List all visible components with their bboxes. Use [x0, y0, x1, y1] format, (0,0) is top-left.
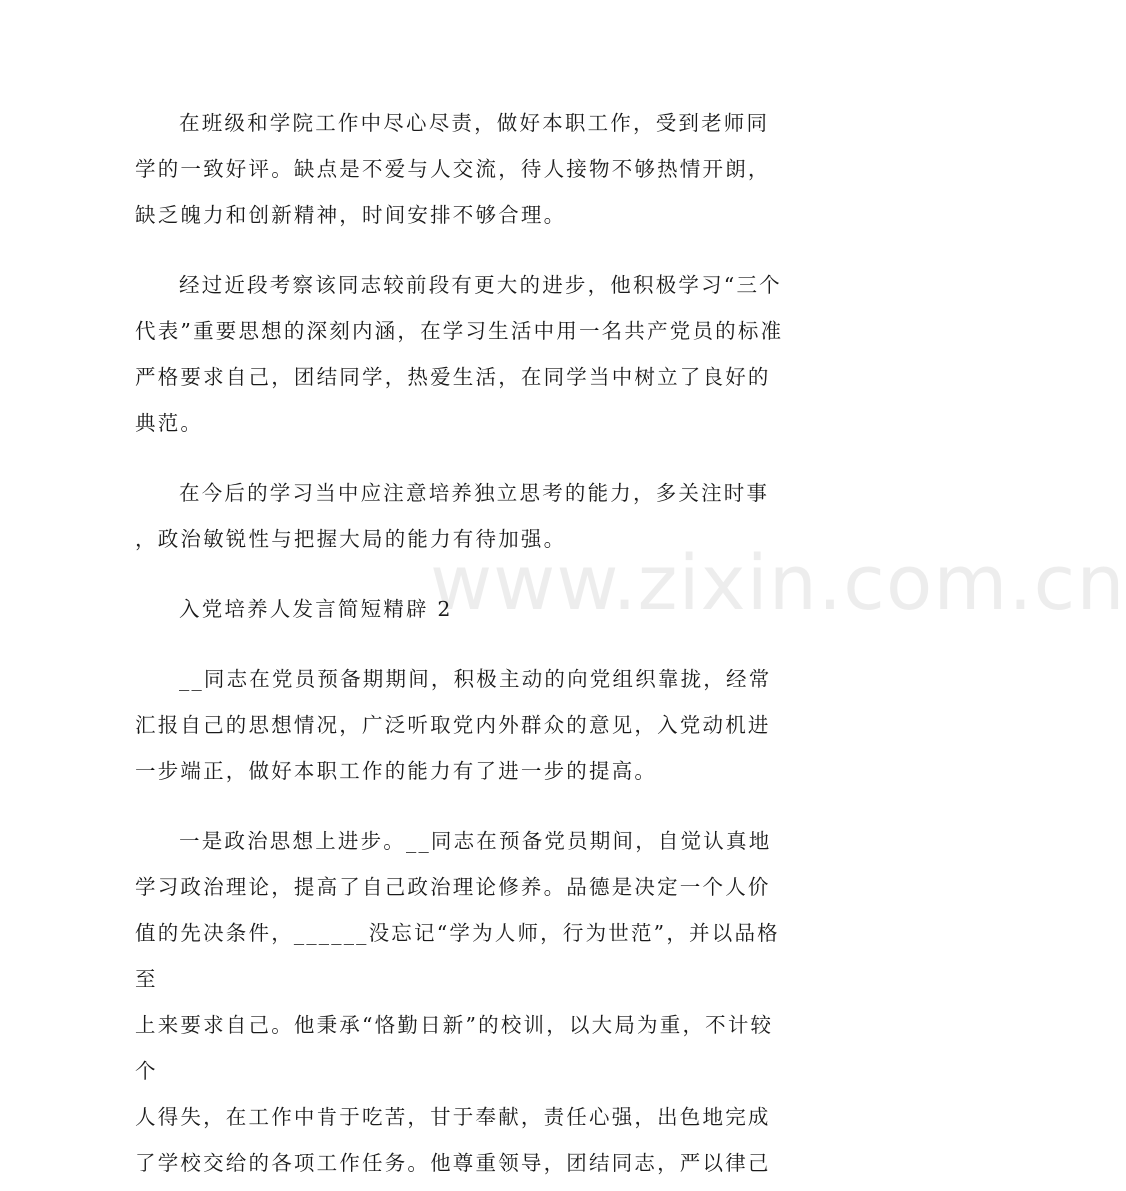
paragraph-line: 典范。 [135, 411, 204, 435]
paragraph-line: 一步端正，做好本职工作的能力有了进一步的提高。 [135, 759, 658, 783]
paragraph-line: 缺乏魄力和创新精神，时间安排不够合理。 [135, 203, 567, 227]
paragraph-1 [135, 100, 785, 238]
paragraph-3 [135, 470, 785, 562]
section-heading [135, 586, 785, 632]
paragraph-line: 人得失，在工作中肯于吃苦，甘于奉献，责任心强，出色地完成 [135, 1105, 771, 1129]
paragraph-line: 严格要求自己，团结同学，热爱生活，在同学当中树立了良好的 [135, 365, 771, 389]
paragraph-4 [135, 656, 785, 794]
paragraph-line: 学的一致好评。缺点是不爱与人交流，待人接物不够热情开朗， [135, 157, 771, 181]
section-heading-text: 入党培养人发言简短精辟 2 [179, 597, 453, 621]
paragraph-line: ，政治敏锐性与把握大局的能力有待加强。 [135, 527, 567, 551]
paragraph-line: 了学校交给的各项工作任务。他尊重领导，团结同志，严以律己 [135, 1151, 771, 1175]
paragraph-line: 上来要求自己。他秉承“恪勤日新”的校训，以大局为重，不计较个 [135, 1013, 774, 1083]
document-body [135, 100, 785, 1186]
paragraph-line: 值的先决条件，______没忘记“学为人师，行为世范”，并以品格至 [135, 921, 780, 991]
paragraph-2 [135, 262, 785, 446]
paragraph-5 [135, 818, 785, 1186]
paragraph-line: 代表”重要思想的深刻内涵，在学习生活中用一名共产党员的标准 [135, 319, 784, 343]
paragraph-line: 汇报自己的思想情况，广泛听取党内外群众的意见，入党动机进 [135, 713, 771, 737]
paragraph-line: 在今后的学习当中应注意培养独立思考的能力，多关注时事 [179, 481, 770, 505]
watermark-text: www.zixin.com.cn [430, 538, 1126, 627]
paragraph-line: 学习政治理论，提高了自己政治理论修养。品德是决定一个人价 [135, 875, 771, 899]
paragraph-line: 经过近段考察该同志较前段有更大的进步，他积极学习“三个 [179, 273, 782, 297]
paragraph-line: __同志在党员预备期期间，积极主动的向党组织靠拢，经常 [179, 667, 772, 691]
paragraph-line: 一是政治思想上进步。__同志在预备党员期间，自觉认真地 [179, 829, 772, 853]
paragraph-line: 在班级和学院工作中尽心尽责，做好本职工作，受到老师同 [179, 111, 770, 135]
